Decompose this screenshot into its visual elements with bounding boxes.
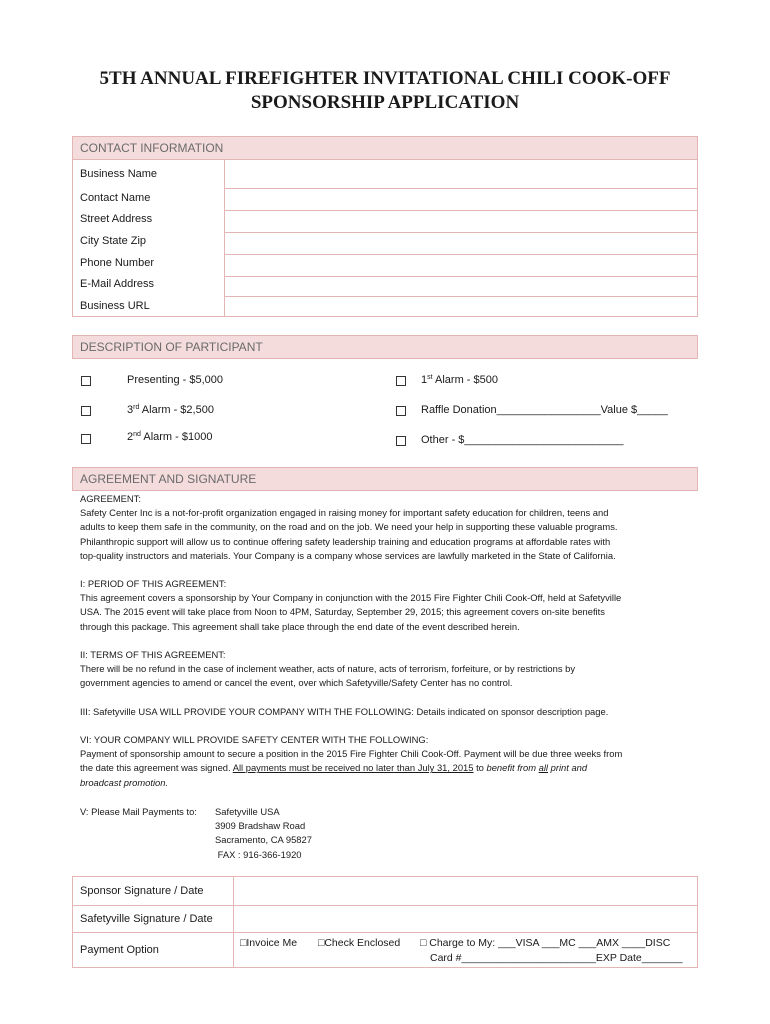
agreement-line: Philanthropic support will allow us to continue offering safety leadership training and education programs at affordable rates with: [80, 535, 611, 547]
phone-number-label: Phone Number: [80, 257, 154, 269]
email-address-field[interactable]: [225, 277, 697, 296]
document-subtitle: SPONSORSHIP APPLICATION: [250, 92, 520, 113]
signature-table: [72, 876, 698, 968]
business-url-label: Business URL: [80, 300, 150, 312]
terms-heading: II: TERMS OF THIS AGREEMENT:: [80, 649, 226, 660]
agreement-line: Safety Center Inc is a not-for-profit organization engaged in raising money for important safety education for children, teens and: [80, 507, 609, 519]
contact-name-label: Contact Name: [80, 192, 151, 204]
period-line: This agreement covers a sponsorship by Your Company in conjunction with the 2015 Fire Fighter Chili Cook-Off, held at Safetyville: [80, 592, 622, 604]
second-alarm-option-label: 2nd Alarm - $1000: [127, 431, 213, 443]
payment-terms-line: the date this agreement was signed. All payments must be received no later than July 31, 2015 to benefit from all print and: [80, 762, 588, 774]
third-alarm-checkbox[interactable]: [81, 406, 91, 416]
agreement-line: adults to keep them safe in the community, on the road and on the job. We need your help in supporting these valuable programs.: [80, 521, 618, 533]
business-name-label: Business Name: [80, 168, 158, 180]
period-text: [80, 577, 700, 634]
sponsor-signature-label: Sponsor Signature / Date: [80, 885, 204, 897]
period-heading: I: PERIOD OF THIS AGREEMENT:: [80, 578, 227, 589]
contact-table: [72, 159, 698, 317]
document-title: 5TH ANNUAL FIREFIGHTER INVITATIONAL CHILI COOK-OFF: [99, 68, 671, 89]
city-state-zip-field[interactable]: [225, 233, 697, 254]
contact-section-header: CONTACT INFORMATION: [72, 136, 698, 160]
payment-terms-heading: VI: YOUR COMPANY WILL PROVIDE SAFETY CENTER WITH THE FOLLOWING:: [80, 734, 429, 745]
invoice-me-option[interactable]: □Invoice Me: [240, 937, 298, 949]
business-name-field[interactable]: [225, 160, 697, 188]
payment-terms-text: [80, 733, 700, 790]
third-alarm-option-label: 3rd Alarm - $2,500: [127, 404, 214, 416]
mail-payments-label: V: Please Mail Payments to:: [80, 806, 197, 817]
payment-option-label: Payment Option: [80, 944, 159, 956]
payment-terms-line: Payment of sponsorship amount to secure a position in the 2015 Fire Fighter Chili Cook-Off. Payment will be due three weeks from: [80, 748, 623, 760]
provide-text: [80, 705, 700, 719]
street-address-field[interactable]: [225, 211, 697, 232]
mailing-address: Safetyville USA 3909 Bradshaw Road Sacramento, CA 95827 FAX : 916-366-1920: [215, 806, 312, 860]
presenting-option-label: Presenting - $5,000: [127, 374, 224, 386]
safetyville-signature-field[interactable]: [234, 906, 697, 932]
phone-number-field[interactable]: [225, 255, 697, 276]
sponsor-signature-field[interactable]: [234, 877, 697, 905]
agreement-section-header: AGREEMENT AND SIGNATURE: [72, 467, 698, 491]
first-alarm-option-label: 1st Alarm - $500: [421, 374, 498, 386]
raffle-donation-checkbox[interactable]: [396, 406, 406, 416]
second-alarm-checkbox[interactable]: [81, 434, 91, 444]
card-number-line[interactable]: Card #_______________________EXP Date_______: [430, 952, 683, 964]
agreement-line: top-quality instructors and materials. Your Company is a company whose services are lawfully marketed in the State of California.: [80, 549, 616, 561]
contact-name-field[interactable]: [225, 189, 697, 210]
agreement-heading: AGREEMENT:: [80, 493, 141, 504]
terms-line: There will be no refund in the case of inclement weather, acts of nature, acts of terrorism, forfeiture, or by restrictions by: [80, 663, 576, 675]
period-line: through this package. This agreement shall take place through the end date of the event described herein.: [80, 620, 520, 632]
agreement-text: [80, 492, 700, 563]
city-state-zip-label: City State Zip: [80, 235, 147, 247]
raffle-donation-option-label: Raffle Donation_________________Value $_____: [421, 404, 668, 416]
terms-text: [80, 648, 700, 691]
provide-line: III: Safetyville USA WILL PROVIDE YOUR COMPANY WITH THE FOLLOWING: Details indicated on sponsor description page.: [80, 706, 609, 717]
check-enclosed-option[interactable]: □Check Enclosed: [318, 937, 401, 949]
terms-line: government agencies to amend or cancel the event, over which Safetyville/Safety Center has no control.: [80, 677, 513, 689]
email-address-label: E-Mail Address: [80, 278, 154, 290]
period-line: USA. The 2015 event will take place from Noon to 4PM, Saturday, September 29, 2015; this agreement covers on-site benefits: [80, 606, 605, 618]
charge-card-option[interactable]: □ Charge to My: ___VISA ___MC ___AMX ____DISC: [420, 937, 671, 949]
business-url-field[interactable]: [225, 297, 697, 316]
presenting-checkbox[interactable]: [81, 376, 91, 386]
first-alarm-checkbox[interactable]: [396, 376, 406, 386]
safetyville-signature-label: Safetyville Signature / Date: [80, 913, 213, 925]
payment-terms-line: broadcast promotion.: [80, 776, 169, 788]
participant-section-header: DESCRIPTION OF PARTICIPANT: [72, 335, 698, 359]
other-option-label: Other - $__________________________: [421, 434, 624, 446]
other-checkbox[interactable]: [396, 436, 406, 446]
street-address-label: Street Address: [80, 213, 153, 225]
